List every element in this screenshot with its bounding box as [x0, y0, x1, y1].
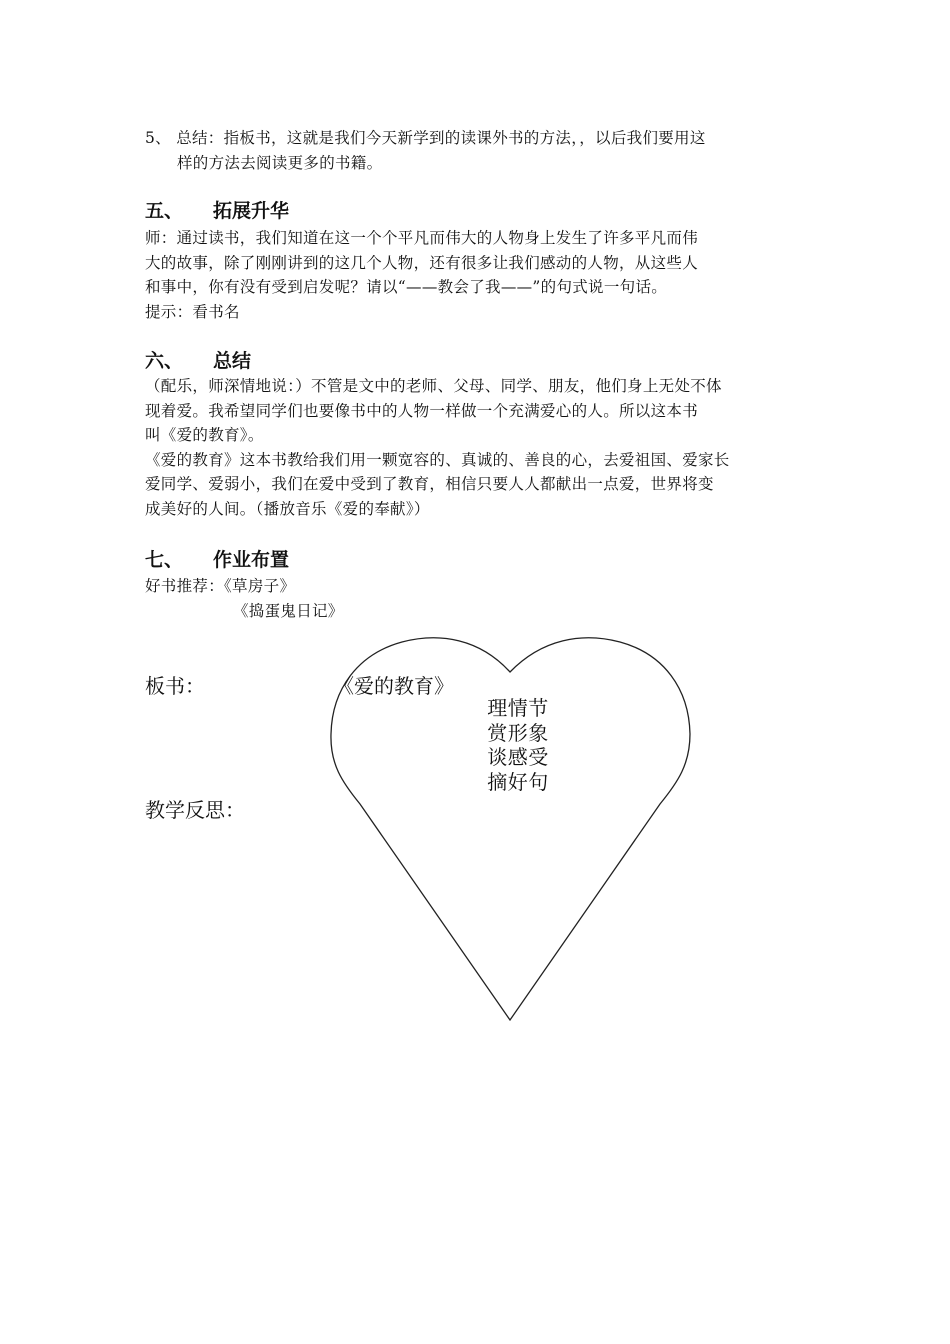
section-7-heading	[145, 547, 810, 573]
section-5-line: 和事中，你有没有受到启发呢？请以“——教会了我——”的句式说一句话。	[145, 278, 668, 296]
section-6-heading	[145, 348, 810, 374]
section-5-hint: 提示：看书名	[145, 302, 240, 321]
section-7-title: 作业布置	[213, 549, 290, 571]
section-6-line: 《爱的教育》这本书教给我们用一颗宽容的、真诚的、善良的心，去爱祖国、爱家长	[145, 450, 730, 469]
reflection-label: 教学反思：	[145, 798, 245, 822]
section-6-line: 现着爱。我希望同学们也要像书中的人物一样做一个充满爱心的人。所以这本书	[145, 401, 699, 420]
board-item: 赏形象	[487, 720, 549, 745]
section-6-line: （配乐，师深情地说：）不管是文中的老师、父母、同学、朋友，他们身上无处不体	[145, 377, 722, 395]
summary-line-2: 样的方法去阅读更多的书籍。	[177, 153, 383, 172]
board-items	[473, 696, 563, 794]
section-6-line: 爱同学、爱弱小，我们在爱中受到了教育，相信只要人人都献出一点爱，世界将变	[145, 475, 714, 493]
board-book-title: 《爱的教育》	[334, 674, 454, 698]
section-6-number: 六、	[145, 350, 184, 372]
section-5-body	[145, 226, 810, 324]
section-6-line: 叫《爱的教育》。	[145, 426, 264, 444]
board-item: 摘好句	[487, 769, 549, 794]
book-recommendation-1: 好书推荐：《草房子》	[145, 577, 296, 595]
board-label: 板书：	[145, 674, 205, 698]
section-6-body	[145, 374, 810, 521]
section-5-heading	[145, 198, 810, 224]
board-item: 理情节	[487, 696, 549, 720]
section-5-number: 五、	[145, 200, 184, 222]
section-6-line: 成美好的人间。（播放音乐《爱的奉献》）	[145, 499, 430, 518]
section-6-title: 总结	[213, 350, 252, 372]
section-5-line: 师：通过读书，我们知道在这一个个平凡而伟大的人物身上发生了许多平凡而伟	[145, 229, 699, 247]
section-5-line: 大的故事，除了刚刚讲到的这几个人物，还有很多让我们感动的人物，从这些人	[145, 253, 699, 272]
book-recommendation-2: 《捣蛋鬼日记》	[233, 601, 344, 620]
section-7-number: 七、	[145, 549, 184, 571]
section-7-body	[145, 574, 810, 623]
section-5-title: 拓展升华	[213, 200, 290, 222]
board-item: 谈感受	[487, 745, 549, 769]
summary-line-1: 5、 总结：指板书，这就是我们今天新学到的读课外书的方法，，以后我们要用这	[145, 129, 706, 147]
summary-item-5	[145, 126, 810, 175]
